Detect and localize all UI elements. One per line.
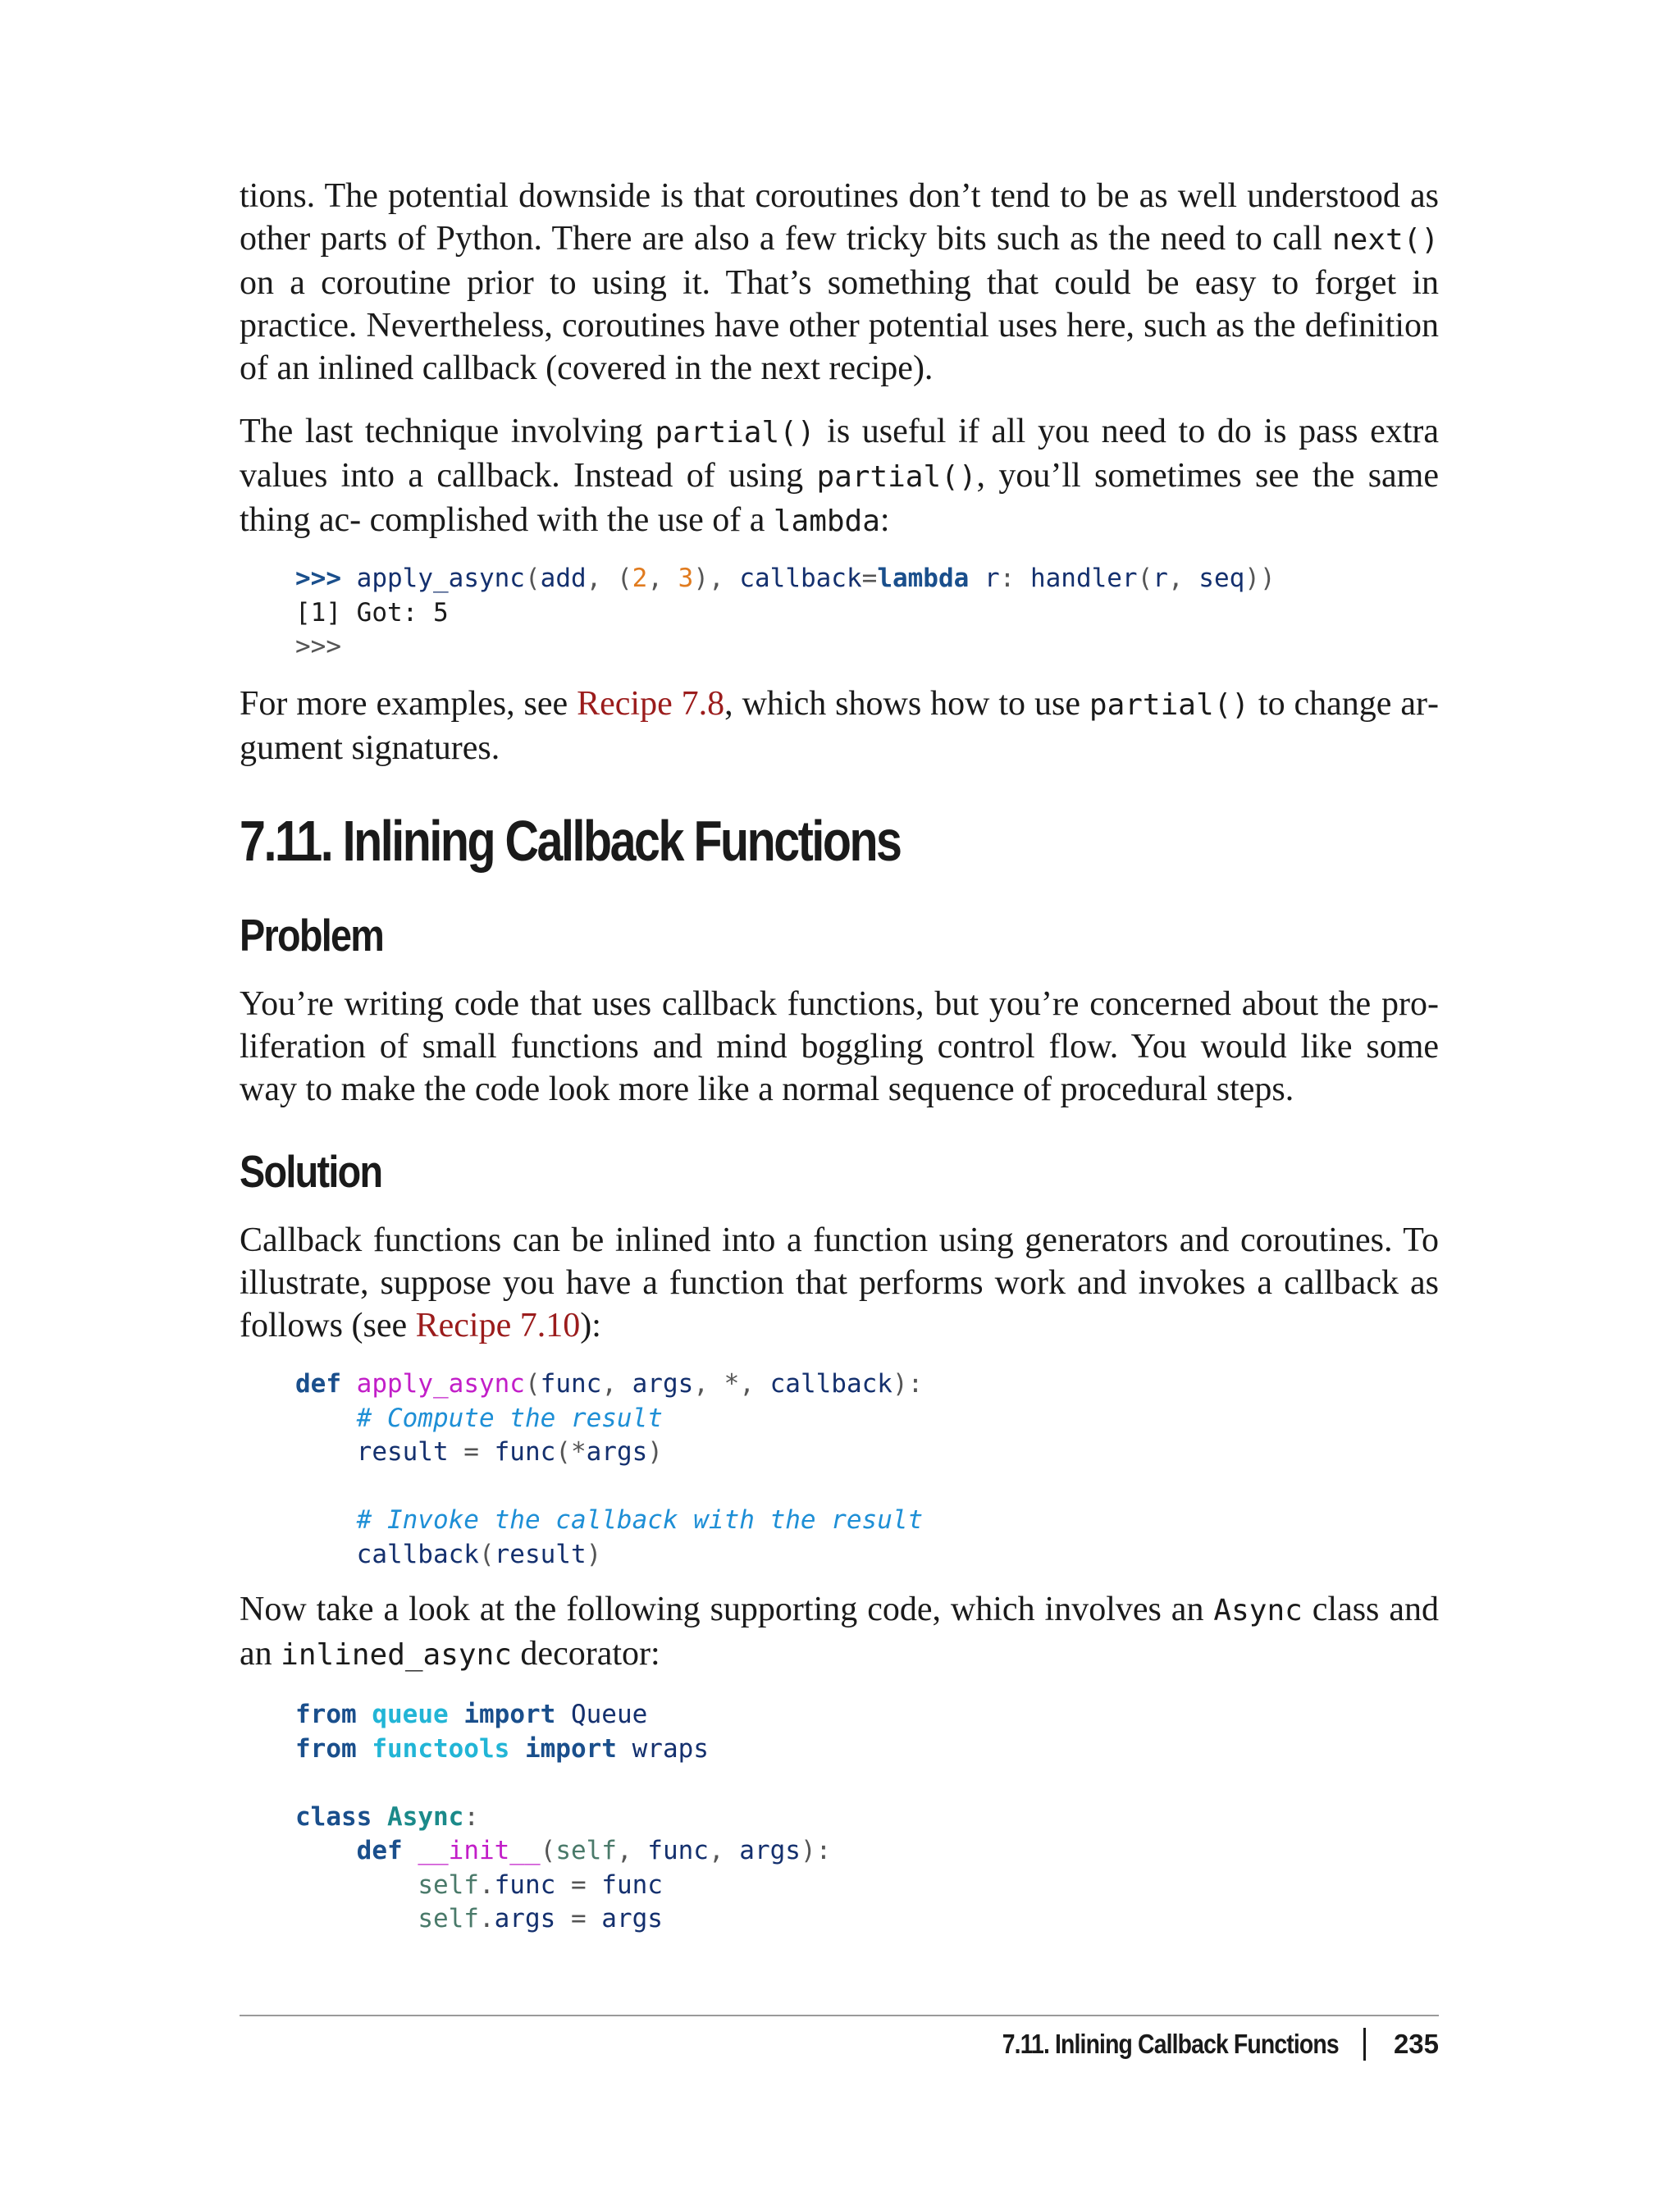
text-run: on a coroutine prior to using it. That’s something that could be easy to forget in practice. Nevertheless, coroutines have other potential uses here, such as the definition of an inlined callback (covered in the next recipe).	[240, 264, 1439, 387]
code-token: (	[478, 1539, 495, 1569]
code-comment: # Invoke the callback with the result	[356, 1505, 924, 1535]
code-token: ,	[601, 1369, 632, 1399]
code-token: callback	[769, 1369, 892, 1399]
text-run: class and an	[240, 1591, 1439, 1673]
code-token: self	[418, 1904, 479, 1933]
code-token: __init__	[418, 1836, 541, 1865]
code-token: def	[356, 1836, 403, 1865]
code-block-apply-async	[295, 1367, 923, 1572]
code-token: =	[861, 564, 878, 593]
code-token: handler	[1029, 564, 1138, 593]
code-token: =	[555, 1904, 602, 1933]
text-run: For more examples, see	[240, 685, 578, 723]
code-token: lambda	[877, 564, 970, 593]
footer-separator	[1363, 2028, 1366, 2061]
code-token: =	[448, 1437, 495, 1467]
code-token: ,	[708, 1836, 740, 1865]
code-token: callback	[356, 1539, 479, 1569]
code-token: )	[647, 1437, 663, 1467]
inline-code: partial()	[1089, 688, 1249, 722]
code-token: import	[463, 1700, 556, 1729]
code-token: func	[494, 1869, 556, 1900]
code-token: args	[739, 1836, 801, 1865]
body-paragraph	[240, 1588, 1439, 1677]
body-paragraph	[240, 175, 1439, 390]
section-title: 7.11. Inlining Callback Functions	[240, 809, 901, 873]
inline-code: partial()	[816, 460, 977, 494]
code-token: callback	[739, 564, 862, 593]
code-token: )	[586, 1539, 602, 1569]
text-run: to change ar‐ gument signatures.	[240, 685, 1439, 767]
code-token: :	[999, 564, 1030, 593]
running-footer-title: 7.11. Inlining Callback Functions	[1002, 2029, 1339, 2059]
text-run: decorator:	[511, 1635, 660, 1673]
code-token: result	[356, 1437, 449, 1467]
code-token: :	[463, 1801, 479, 1832]
code-token: (	[1137, 564, 1153, 593]
code-token: func	[494, 1437, 556, 1467]
code-token: args	[586, 1437, 648, 1467]
text-run: The last technique involving	[240, 413, 655, 450]
code-token: ))	[1244, 564, 1276, 593]
text-run: ):	[580, 1307, 601, 1344]
code-token: seq	[1198, 564, 1245, 593]
code-block-lambda	[295, 562, 1276, 664]
code-token: apply_async	[356, 564, 525, 593]
code-token: wraps	[632, 1733, 709, 1764]
code-token: =	[555, 1869, 602, 1900]
text-run: , which shows how to use	[724, 685, 1089, 723]
text-run: Callback functions can be inlined into a function using generators and coroutines. To illustrate, suppose you have a function that performs work and invokes a callback as follows (see	[240, 1221, 1439, 1344]
inline-code: Async	[1213, 1594, 1303, 1628]
text-run: , you’ll sometimes see the same thing ac‐ complished with the use of a	[240, 457, 1439, 539]
solution-heading: Solution	[240, 1146, 382, 1197]
code-token: (	[540, 1836, 556, 1865]
code-token: class	[295, 1801, 372, 1832]
page-number: 235	[1393, 2029, 1439, 2059]
code-token: queue	[372, 1700, 449, 1729]
code-token: (*	[555, 1437, 587, 1467]
code-token: (	[524, 1369, 541, 1399]
code-token: >>>	[295, 564, 341, 593]
code-token: self	[418, 1869, 479, 1900]
code-comment: # Compute the result	[356, 1403, 663, 1433]
paragraph-intro	[240, 175, 1439, 390]
body-paragraph	[240, 1219, 1439, 1347]
code-token: def	[295, 1369, 341, 1399]
code-token: ):	[892, 1369, 924, 1399]
body-paragraph	[240, 682, 1439, 769]
code-token: import	[524, 1733, 617, 1764]
paragraph-problem	[240, 983, 1439, 1111]
code-token: ,	[1167, 564, 1199, 593]
code-token: r	[1153, 564, 1168, 593]
code-token: >>>	[295, 632, 341, 661]
code-token: 3	[678, 564, 694, 593]
code-token: args	[632, 1369, 694, 1399]
code-token: Async	[387, 1801, 464, 1832]
problem-heading: Problem	[240, 910, 384, 961]
code-token: self	[555, 1836, 617, 1865]
code-token: , (	[586, 564, 632, 593]
recipe-7-8-link[interactable]: Recipe 7.8	[577, 685, 725, 723]
paragraph-solution	[240, 1219, 1439, 1347]
inline-code: next()	[1331, 223, 1439, 257]
inline-code: inlined_async	[281, 1638, 512, 1672]
body-paragraph: You’re writing code that uses callback functions, but you’re concerned about the pro‐ liferation of small functions and mind boggling control flow. You would like some way to make the code look more like a normal sequence of procedural steps.	[240, 985, 1439, 1108]
code-token: apply_async	[356, 1369, 525, 1399]
text-run: tions. The potential downside is that coroutines don’t tend to be as well understood as other parts of Python. There are also a few tricky bits such as the need to call	[240, 177, 1439, 258]
code-token: args	[601, 1904, 663, 1933]
paragraph-partial	[240, 410, 1439, 543]
code-token: add	[540, 564, 587, 593]
code-token: ,	[616, 1836, 648, 1865]
code-block-async-class	[295, 1698, 831, 1937]
inline-code: partial()	[655, 416, 815, 450]
code-token: (	[524, 564, 541, 593]
code-token: from	[295, 1733, 357, 1764]
code-token: ,	[647, 564, 678, 593]
paragraph-more-examples	[240, 682, 1439, 769]
inline-code: lambda	[773, 504, 880, 538]
page-footer	[947, 2026, 1439, 2062]
code-token: args	[494, 1904, 556, 1933]
code-token: .	[478, 1904, 495, 1933]
code-token: 2	[632, 564, 648, 593]
code-token: func	[647, 1836, 709, 1865]
recipe-7-10-link[interactable]: Recipe 7.10	[415, 1307, 581, 1344]
paragraph-supporting-code	[240, 1588, 1439, 1677]
code-token: Queue	[570, 1700, 648, 1729]
code-output: [1] Got: 5	[295, 597, 449, 628]
text-run: Now take a look at the following supporting code, which involves an	[240, 1591, 1214, 1628]
code-token: func	[601, 1869, 663, 1900]
body-paragraph	[240, 410, 1439, 543]
code-token: functools	[372, 1733, 510, 1764]
text-run: :	[879, 501, 890, 539]
code-token: ),	[693, 564, 740, 593]
code-token: , *,	[693, 1369, 770, 1399]
code-token: from	[295, 1700, 357, 1729]
code-token: result	[494, 1539, 587, 1569]
code-token: .	[478, 1869, 495, 1900]
code-token: r	[969, 564, 1000, 593]
text-run: is useful if all you need to do is pass extra values into a callback. Instead of using	[240, 413, 1440, 495]
footer-divider	[240, 2015, 1439, 2016]
code-token: ):	[800, 1836, 832, 1865]
code-token: func	[540, 1369, 602, 1399]
